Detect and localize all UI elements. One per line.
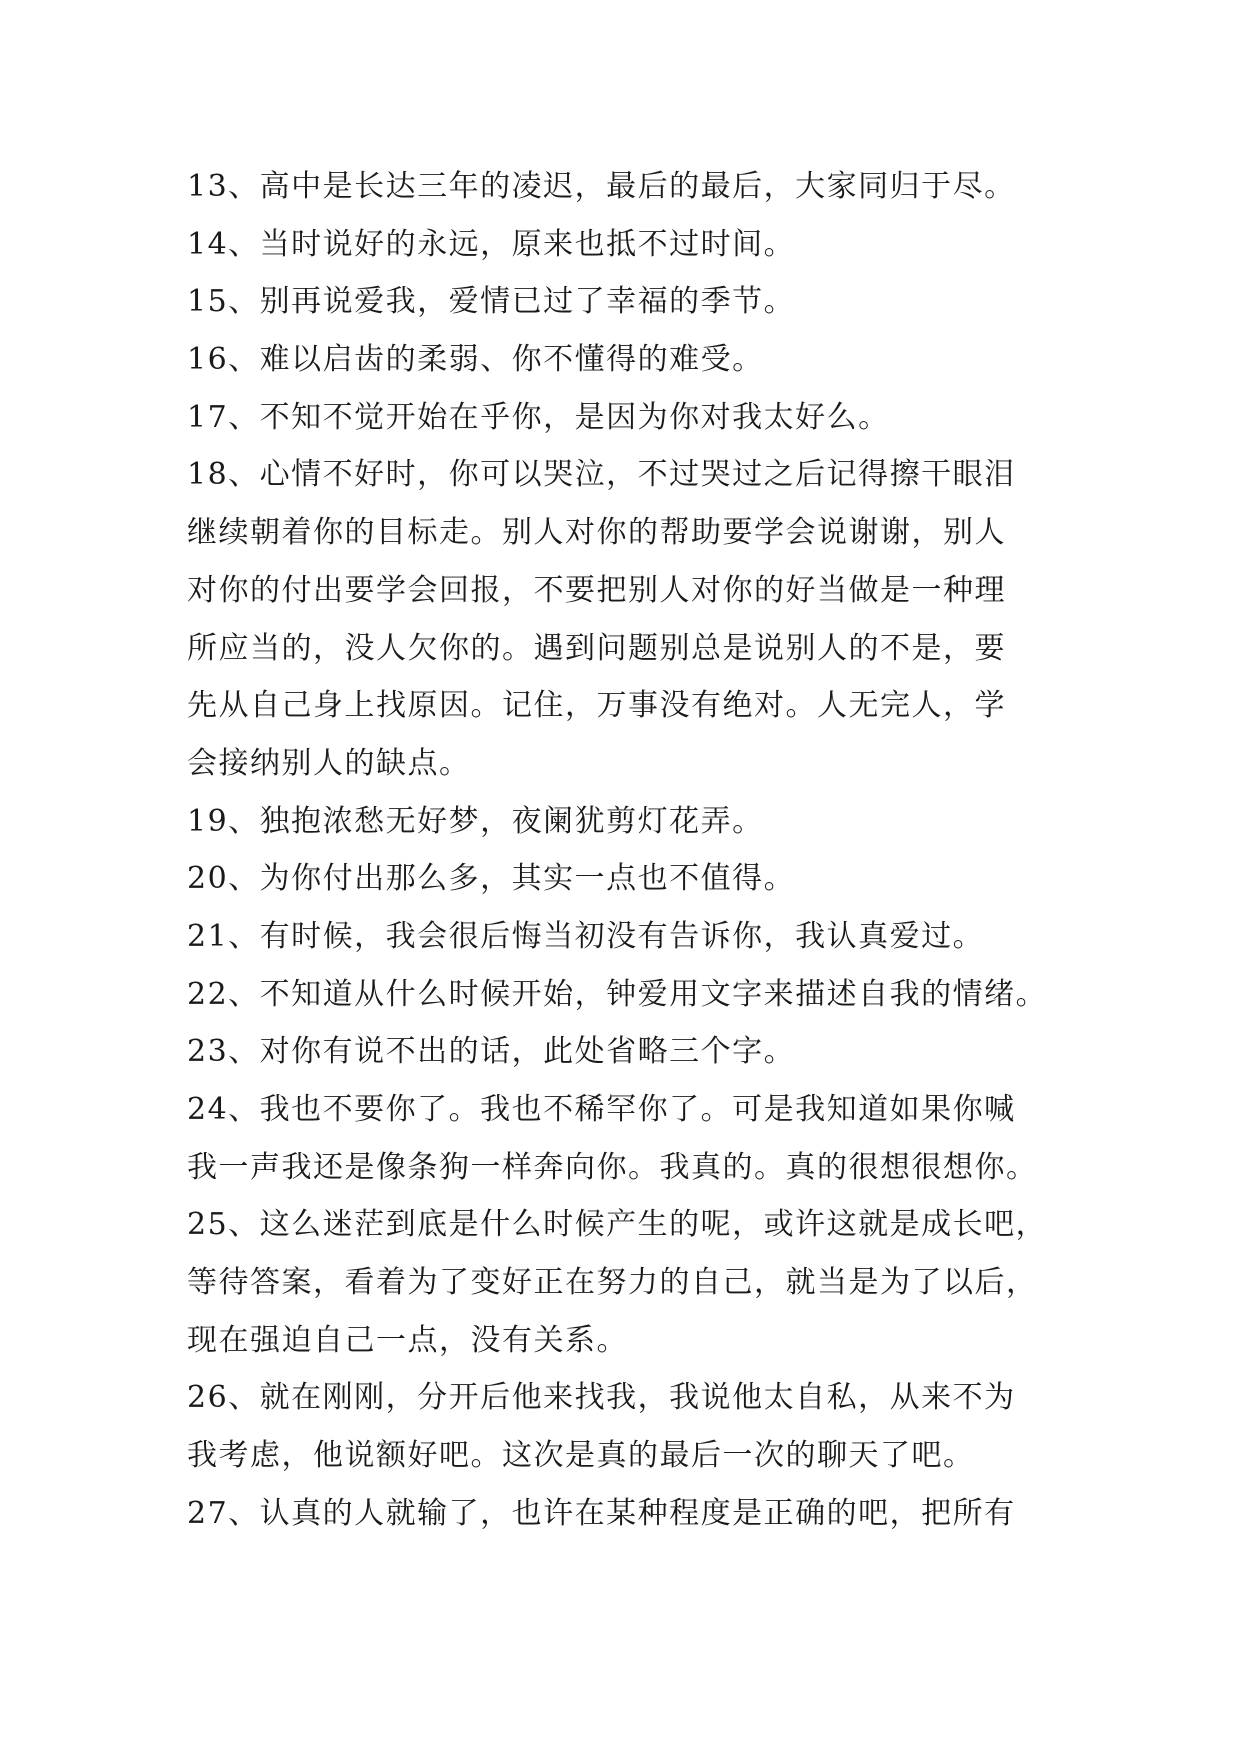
text-line: 继续朝着你的目标走。别人对你的帮助要学会说谢谢，别人	[187, 515, 1006, 551]
text-line: 23、对你有说不出的话，此处省略三个字。	[187, 1034, 796, 1070]
text-line: 20、为你付出那么多，其实一点也不值得。	[187, 861, 796, 897]
text-line: 我一声我还是像条狗一样奔向你。我真的。真的很想很想你。	[187, 1149, 1038, 1185]
text-line: 先从自己身上找原因。记住，万事没有绝对。人无完人，学	[187, 688, 1006, 724]
text-line: 现在强迫自己一点，没有关系。	[187, 1322, 628, 1358]
text-line: 所应当的，没人欠你的。遇到问题别总是说别人的不是，要	[187, 630, 1006, 666]
text-line: 13、高中是长达三年的凌迟，最后的最后，大家同归于尽。	[187, 169, 1016, 204]
text-line: 我考虑，他说额好吧。这次是真的最后一次的聊天了吧。	[187, 1438, 975, 1474]
text-line: 等待答案，看着为了变好正在努力的自己，就当是为了以后，	[187, 1265, 1038, 1301]
text-line: 会接纳别人的缺点。	[187, 745, 471, 781]
text-line: 24、我也不要你了。我也不稀罕你了。可是我知道如果你喊	[187, 1092, 1016, 1127]
text-line: 17、不知不觉开始在乎你，是因为你对我太好么。	[187, 399, 890, 435]
text-line: 16、难以启齿的柔弱、你不懂得的难受。	[187, 342, 764, 378]
text-line: 19、独抱浓愁无好梦，夜阑犹剪灯花弄。	[187, 803, 764, 839]
text-line: 21、有时候，我会很后悔当初没有告诉你，我认真爱过。	[187, 918, 985, 954]
text-line: 22、不知道从什么时候开始，钟爱用文字来描述自我的情绪。	[187, 976, 1048, 1012]
text-line: 25、这么迷茫到底是什么时候产生的呢，或许这就是成长吧，	[187, 1207, 1048, 1243]
text-line: 15、别再说爱我，爱情已过了幸福的季节。	[187, 284, 796, 320]
text-line: 26、就在刚刚，分开后他来找我，我说他太自私，从来不为	[187, 1380, 1016, 1416]
document-body	[187, 158, 1197, 1543]
text-line: 14、当时说好的永远，原来也抵不过时间。	[187, 226, 796, 262]
text-line: 对你的付出要学会回报，不要把别人对你的好当做是一种理	[187, 572, 1006, 608]
text-line: 27、认真的人就输了，也许在某种程度是正确的吧，把所有	[187, 1495, 1016, 1531]
text-line: 18、心情不好时，你可以哭泣，不过哭过之后记得擦干眼泪	[187, 457, 1016, 493]
